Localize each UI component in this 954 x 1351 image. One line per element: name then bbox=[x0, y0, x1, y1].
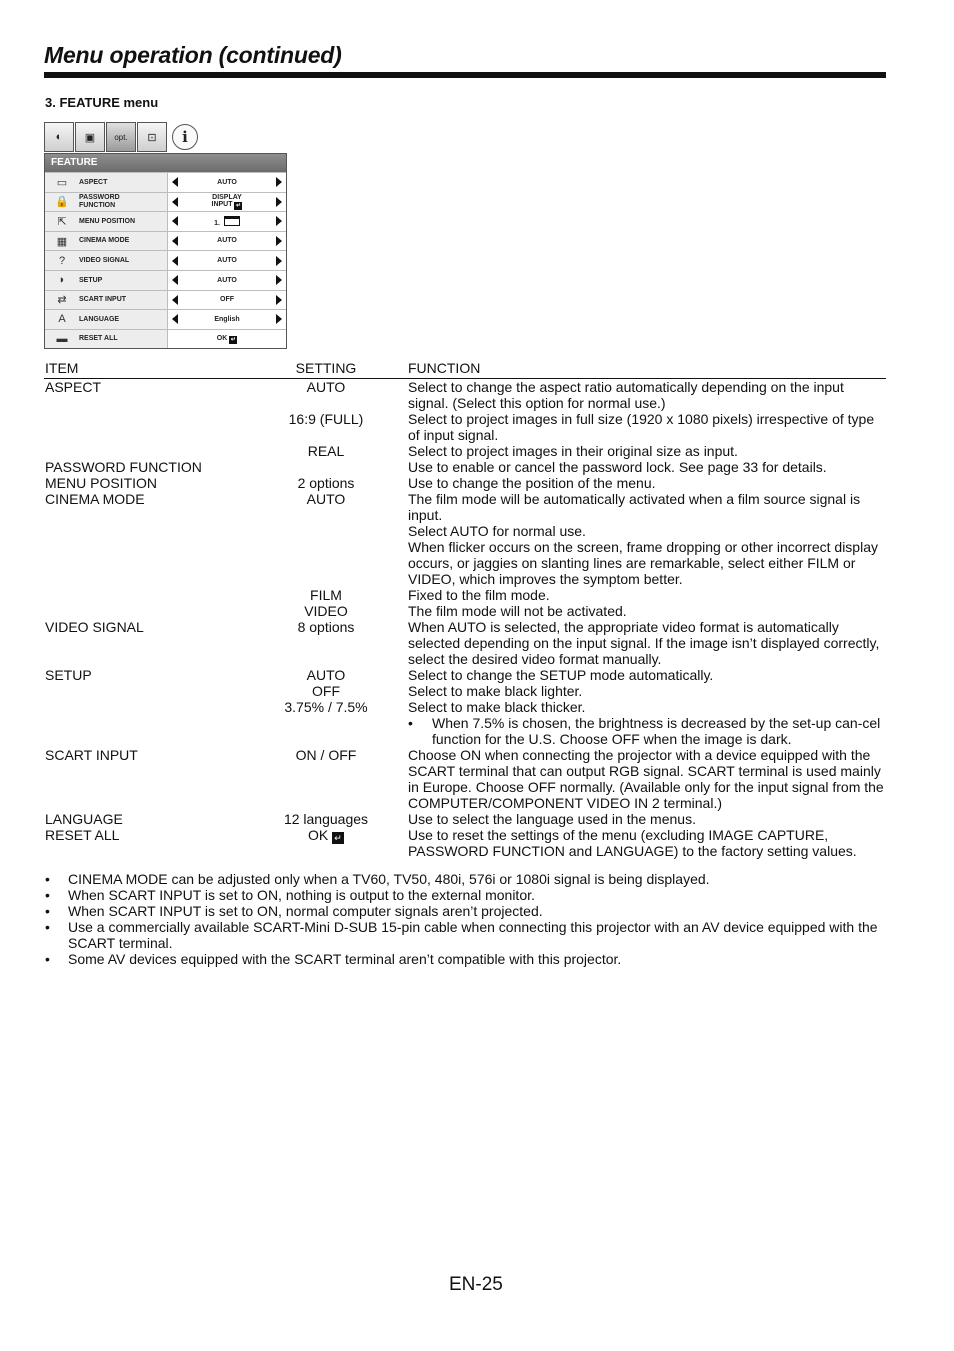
function-text: Select to change the SETUP mode automatically. bbox=[408, 667, 714, 683]
function-cell bbox=[408, 475, 886, 491]
setting-cell bbox=[244, 459, 408, 475]
menu-row-value[interactable] bbox=[167, 232, 286, 251]
menu-row-value[interactable] bbox=[167, 212, 286, 231]
enter-key-icon: ↵ bbox=[235, 203, 241, 210]
language-icon: A bbox=[58, 313, 66, 326]
item-cell bbox=[44, 411, 244, 443]
scart-input-icon: ⇄ bbox=[57, 294, 67, 307]
notes-list bbox=[44, 871, 886, 967]
menu-row-label: VIDEO SIGNAL bbox=[79, 256, 130, 264]
function-cell bbox=[408, 411, 886, 443]
menu-row-label: SETUP bbox=[79, 276, 103, 284]
picture-icon[interactable]: ▣ bbox=[75, 122, 105, 152]
setup-icon: ◗ bbox=[58, 274, 66, 287]
function-text: Select to project images in full size (1920 x 1080 pixels) irrespective of type of input signal. bbox=[408, 411, 875, 443]
item-cell: CINEMA MODE bbox=[45, 491, 145, 507]
note-item bbox=[44, 951, 886, 967]
menu-value-text: 1. bbox=[178, 216, 276, 228]
table-row bbox=[44, 491, 886, 587]
menu-value-text: AUTO bbox=[217, 178, 237, 186]
setting-cell: 3.75% / 7.5% bbox=[284, 699, 368, 715]
menu-row-label: CINEMA MODE bbox=[79, 237, 130, 245]
function-cell bbox=[408, 683, 886, 699]
note-item bbox=[44, 903, 886, 919]
table-row bbox=[44, 411, 886, 443]
note-text: Some AV devices equipped with the SCART terminal aren’t compatible with this projector. bbox=[68, 951, 622, 967]
setting-cell: VIDEO bbox=[304, 603, 348, 619]
item-cell: LANGUAGE bbox=[45, 811, 123, 827]
bullet: • bbox=[45, 919, 50, 935]
function-cell bbox=[408, 603, 886, 619]
table-row bbox=[44, 811, 886, 827]
arrow-right-icon[interactable] bbox=[276, 256, 282, 266]
function-cell bbox=[408, 811, 886, 827]
item-cell: ASPECT bbox=[45, 379, 102, 395]
feature-opt-icon[interactable]: opt. bbox=[106, 122, 136, 152]
item-cell: PASSWORD FUNCTION bbox=[45, 459, 202, 475]
header-function: FUNCTION bbox=[408, 360, 481, 376]
table-header bbox=[44, 360, 886, 379]
menu-row-label: ASPECT bbox=[79, 178, 108, 186]
menu-row-label: SCART INPUT bbox=[79, 296, 127, 304]
function-cell bbox=[408, 491, 886, 587]
reset-all-icon: ▬ bbox=[56, 333, 68, 346]
bullet: • bbox=[45, 903, 50, 919]
menu-value-text: English bbox=[214, 315, 240, 323]
item-cell bbox=[44, 443, 244, 459]
function-text: Use to change the position of the menu. bbox=[408, 475, 656, 491]
menu-tabs bbox=[44, 122, 287, 152]
page-title: Menu operation (continued) bbox=[44, 42, 342, 68]
setting-cell: 16:9 (FULL) bbox=[288, 411, 364, 427]
function-text: The film mode will be automatically activated when a film source signal is input. bbox=[408, 491, 861, 523]
function-text: Select to make black lighter. bbox=[408, 683, 583, 699]
function-cell bbox=[408, 443, 886, 459]
function-cell bbox=[408, 699, 886, 747]
function-text: Fixed to the film mode. bbox=[408, 587, 550, 603]
table-body bbox=[44, 379, 886, 859]
item-cell bbox=[44, 587, 244, 603]
item-cell: VIDEO SIGNAL bbox=[45, 619, 144, 635]
setting-cell: REAL bbox=[307, 443, 345, 459]
table-row bbox=[44, 443, 886, 459]
arrow-right-icon[interactable] bbox=[276, 275, 282, 285]
menu-row[interactable] bbox=[45, 329, 286, 349]
setting-cell: 12 languages bbox=[283, 811, 369, 827]
bullet: • bbox=[45, 951, 50, 967]
setting-cell: OK ↵ bbox=[244, 827, 408, 859]
image-adjust-icon[interactable]: ◐ bbox=[44, 122, 74, 152]
function-extra: Select AUTO for normal use. bbox=[408, 523, 586, 539]
item-cell: RESET ALL bbox=[45, 827, 120, 843]
arrow-right-icon[interactable] bbox=[276, 236, 282, 246]
menu-row[interactable] bbox=[45, 290, 286, 310]
bullet: • bbox=[45, 871, 50, 887]
table-row bbox=[44, 683, 886, 699]
note-text: When SCART INPUT is set to ON, nothing is output to the external monitor. bbox=[68, 887, 535, 903]
menu-row-value[interactable] bbox=[167, 251, 286, 270]
menu-row-label: LANGUAGE bbox=[79, 315, 120, 323]
setting-cell: AUTO bbox=[306, 667, 346, 683]
item-cell bbox=[44, 699, 244, 747]
note-text: When SCART INPUT is set to ON, normal computer signals aren’t projected. bbox=[68, 903, 543, 919]
menu-row[interactable] bbox=[45, 172, 286, 192]
setting-cell: FILM bbox=[310, 587, 342, 603]
title-rule bbox=[44, 72, 886, 78]
arrow-right-icon[interactable] bbox=[276, 197, 282, 207]
function-cell bbox=[408, 747, 886, 811]
function-text: Select to project images in their original size as input. bbox=[408, 443, 738, 459]
menu-row-value[interactable] bbox=[167, 193, 286, 212]
function-cell bbox=[408, 459, 886, 475]
menu-value-text: AUTO bbox=[217, 256, 237, 264]
function-text: When AUTO is selected, the appropriate video format is automatically selected depending on the input signal. If the image isn’t displayed correctly, select the desired video format manually. bbox=[408, 619, 880, 667]
page-number: EN-25 bbox=[449, 1274, 503, 1295]
video-signal-icon: ? bbox=[58, 254, 66, 267]
table-row bbox=[44, 827, 886, 859]
table-row bbox=[44, 459, 886, 475]
menu-rows bbox=[45, 172, 286, 348]
function-text: Use to enable or cancel the password lock. See page 33 for details. bbox=[408, 459, 827, 475]
menu-value-text: DISPLAY INPUT ↵ bbox=[211, 193, 242, 210]
function-text: Use to select the language used in the menus. bbox=[408, 811, 696, 827]
menu-value-text: AUTO bbox=[217, 237, 237, 245]
item-cell: MENU POSITION bbox=[45, 475, 158, 491]
menu-position-icon: ⇱ bbox=[57, 215, 67, 228]
note-text: Use a commercially available SCART-Mini D-SUB 15-pin cable when connecting this projector with an AV device equipped with the SCART terminal. bbox=[68, 919, 878, 951]
menu-row-label: RESET ALL bbox=[79, 335, 118, 343]
table-row bbox=[44, 475, 886, 491]
menu-row-value[interactable] bbox=[167, 271, 286, 290]
note-item bbox=[44, 887, 886, 903]
item-cell bbox=[44, 603, 244, 619]
cinema-mode-icon: ▦ bbox=[56, 235, 68, 248]
item-cell bbox=[44, 683, 244, 699]
aspect-icon: ▭ bbox=[56, 176, 68, 189]
function-text: Choose ON when connecting the projector with a device equipped with the SCART terminal that can output RGB signal. SCART terminal is used mainly in Europe. Choose OFF normally. (Available only for the input signal from the COMPUTER/COMPONENT VIDEO IN 2 terminal.) bbox=[408, 747, 884, 811]
menu-row[interactable] bbox=[45, 270, 286, 290]
table-row bbox=[44, 747, 886, 811]
menu-row-value[interactable] bbox=[167, 330, 286, 349]
menu-row-label: MENU POSITION bbox=[79, 217, 136, 225]
menu-row[interactable] bbox=[45, 231, 286, 251]
function-text: Use to reset the settings of the menu (excluding IMAGE CAPTURE, PASSWORD FUNCTION and LANGUAGE) to the factory setting values. bbox=[408, 827, 857, 859]
setting-cell: 2 options bbox=[297, 475, 355, 491]
info-icon[interactable]: i bbox=[172, 124, 198, 150]
menu-row[interactable] bbox=[45, 250, 286, 270]
function-text: Select to make black thicker. bbox=[408, 699, 586, 715]
menu-row[interactable] bbox=[45, 192, 286, 212]
password-icon: 🔒 bbox=[55, 196, 69, 209]
function-extra: When flicker occurs on the screen, frame dropping or other incorrect display occurs, or jaggies on slanting lines are remarkable, select either FILM or VIDEO, which improves the symptom better. bbox=[408, 539, 878, 587]
note-item bbox=[44, 919, 886, 951]
table-row bbox=[44, 587, 886, 603]
setting-cell: AUTO bbox=[306, 491, 346, 507]
setting-cell: ON / OFF bbox=[295, 747, 357, 763]
function-text: The film mode will not be activated. bbox=[408, 603, 627, 619]
bullet: • bbox=[45, 887, 50, 903]
table-row bbox=[44, 667, 886, 683]
menu-row-value[interactable] bbox=[167, 173, 286, 192]
function-text: Select to change the aspect ratio automatically depending on the input signal. (Select this option for normal use.) bbox=[408, 379, 844, 411]
function-bullet bbox=[408, 715, 886, 747]
enter-key-icon: ↵ bbox=[230, 336, 236, 343]
menu-value-text: AUTO bbox=[217, 276, 237, 284]
menu-row-value[interactable] bbox=[167, 291, 286, 310]
note-text: CINEMA MODE can be adjusted only when a TV60, TV50, 480i, 576i or 1080i signal is being displayed. bbox=[68, 871, 710, 887]
function-cell bbox=[408, 587, 886, 603]
menu-panel bbox=[44, 153, 287, 349]
setting-cell: 8 options bbox=[297, 619, 355, 635]
table-row bbox=[44, 379, 886, 411]
table-row bbox=[44, 619, 886, 667]
feature-table bbox=[44, 360, 886, 859]
bullet-text: When 7.5% is chosen, the brightness is decreased by the set-up can-cel function for the U.S. Choose OFF when the image is dark. bbox=[432, 715, 881, 747]
item-cell: SETUP bbox=[45, 667, 92, 683]
setting-cell: AUTO bbox=[306, 379, 346, 395]
table-row bbox=[44, 699, 886, 747]
menu-row-label: PASSWORD FUNCTION bbox=[79, 194, 120, 209]
menu-header: FEATURE bbox=[45, 154, 286, 172]
enter-key-icon: ↵ bbox=[332, 832, 344, 844]
function-cell bbox=[408, 827, 886, 859]
header-item: ITEM bbox=[45, 360, 79, 376]
menu-row[interactable] bbox=[45, 309, 286, 329]
bullet: • bbox=[408, 715, 413, 731]
feature-menu-illustration bbox=[44, 122, 287, 349]
arrow-right-icon[interactable] bbox=[276, 216, 282, 226]
arrow-right-icon[interactable] bbox=[276, 177, 282, 187]
menu-value-text: OK ↵ bbox=[216, 334, 236, 343]
setting-cell: OFF bbox=[312, 683, 340, 699]
function-cell bbox=[408, 667, 886, 683]
arrow-right-icon[interactable] bbox=[276, 314, 282, 324]
menu-row[interactable] bbox=[45, 211, 286, 231]
function-cell bbox=[408, 619, 886, 667]
menu-value-text: OFF bbox=[220, 296, 234, 304]
section-heading: 3. FEATURE menu bbox=[45, 95, 159, 110]
note-item bbox=[44, 871, 886, 887]
installation-icon[interactable]: ⊡ bbox=[137, 122, 167, 152]
menu-row-value[interactable] bbox=[167, 310, 286, 329]
table-row bbox=[44, 603, 886, 619]
arrow-right-icon[interactable] bbox=[276, 295, 282, 305]
item-cell: SCART INPUT bbox=[45, 747, 138, 763]
header-setting: SETTING bbox=[295, 360, 357, 376]
function-cell bbox=[408, 379, 886, 411]
screen-position-icon bbox=[224, 216, 240, 226]
